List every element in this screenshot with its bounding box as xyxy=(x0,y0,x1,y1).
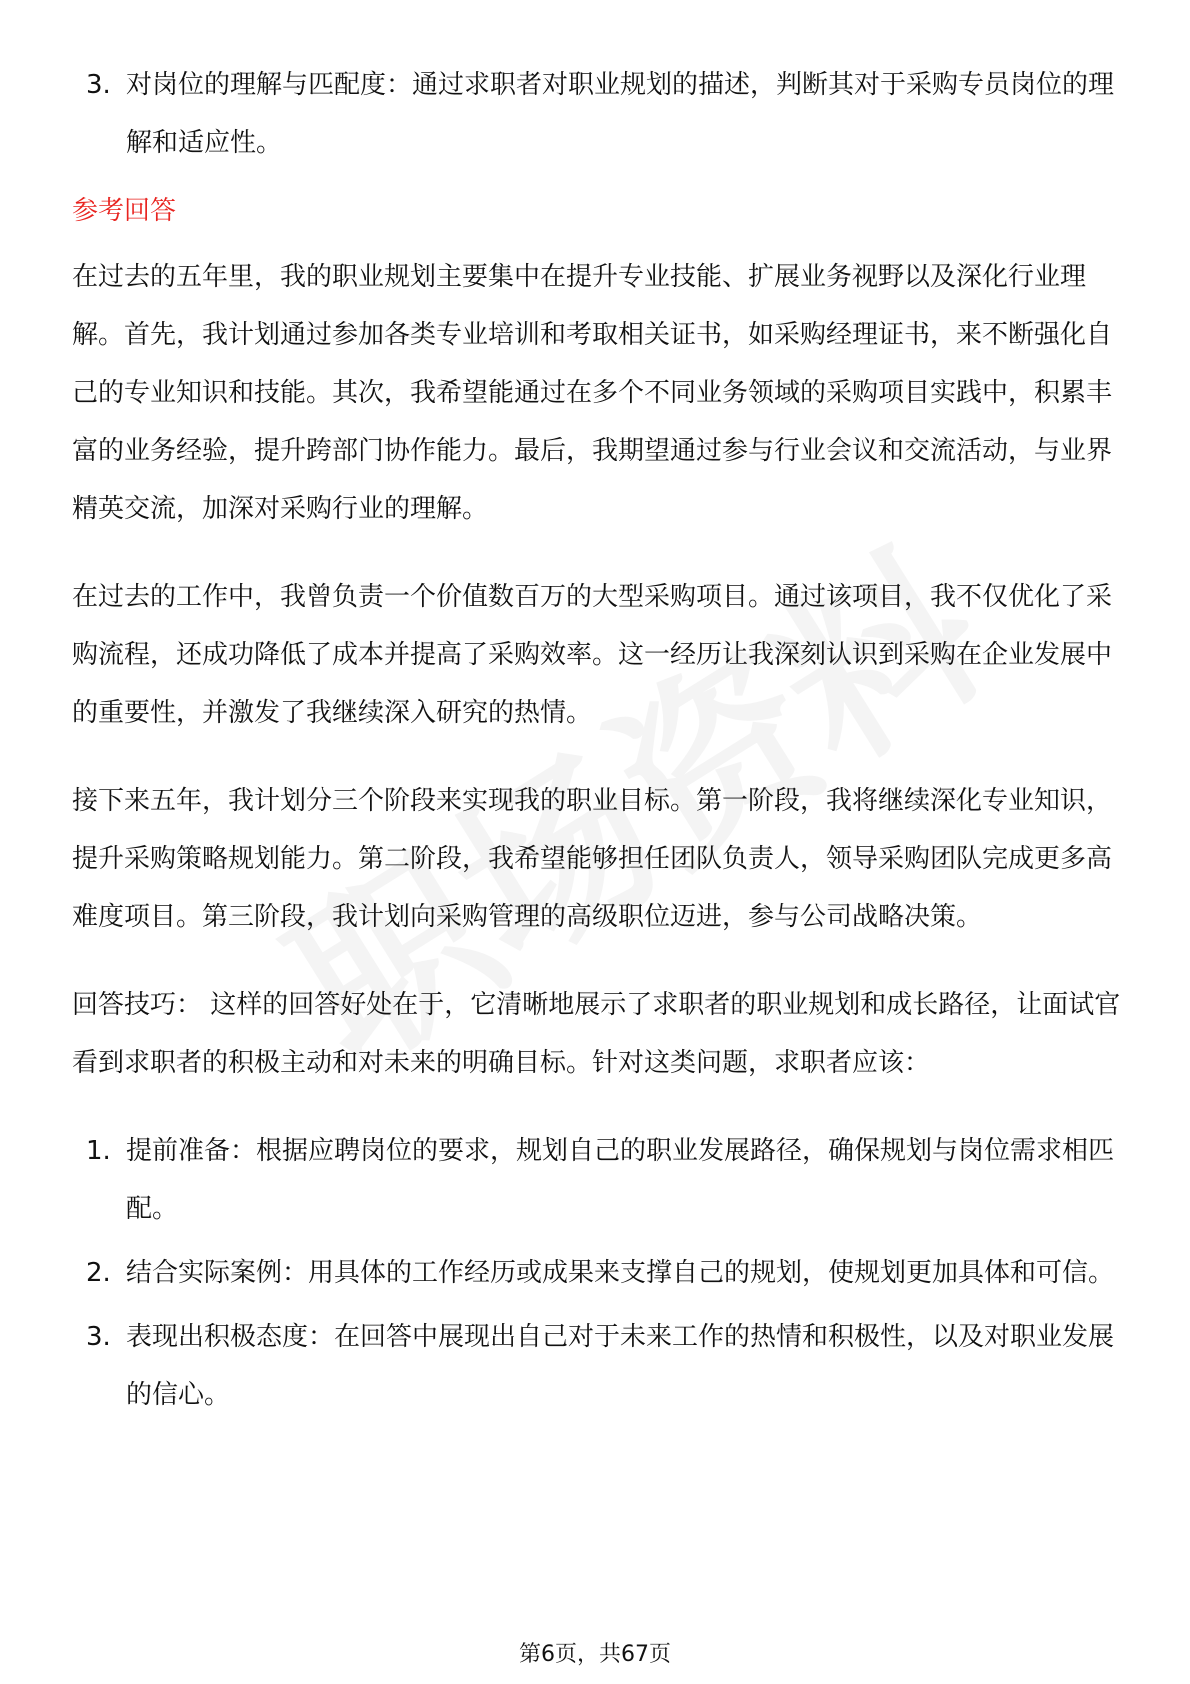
list-item-number: 1. xyxy=(86,1136,111,1166)
list-item xyxy=(72,1122,1122,1238)
list-item-text: 提前准备：根据应聘岗位的要求，规划自己的职业发展路径，确保规划与岗位需求相匹配。 xyxy=(126,1136,1115,1224)
tips-paragraph: 回答技巧： 这样的回答好处在于，它清晰地展示了求职者的职业规划和成长路径，让面试官看到求职者的积极主动和对未来的明确目标。针对这类问题，求职者应该： xyxy=(72,990,1121,1078)
list-item-text: 结合实际案例：用具体的工作经历或成果来支撑自己的规划，使规划更加具体和可信。 xyxy=(126,1258,1115,1288)
answer-paragraph: 在过去的五年里，我的职业规划主要集中在提升专业技能、扩展业务视野以及深化行业理解。首先，我计划通过参加各类专业培训和考取相关证书，如采购经理证书，来不断强化自己的专业知识和技能。其次，我希望能通过在多个不同业务领域的采购项目实践中，积累丰富的业务经验，提升跨部门协作能力。最后，我期望通过参与行业会议和交流活动，与业界精英交流，加深对采购行业的理解。 xyxy=(72,262,1113,524)
page-number: 第6页，共67页 xyxy=(519,1642,671,1667)
list-item xyxy=(72,1308,1122,1424)
list-item-number: 3. xyxy=(86,1322,111,1352)
answer-paragraph: 接下来五年，我计划分三个阶段来实现我的职业目标。第一阶段，我将继续深化专业知识，提升采购策略规划能力。第二阶段，我希望能够担任团队负责人，领导采购团队完成更多高难度项目。第三阶段，我计划向采购管理的高级职位迈进，参与公司战略决策。 xyxy=(72,786,1113,932)
page-content xyxy=(72,56,1122,1430)
list-item-number: 2. xyxy=(86,1258,111,1288)
reference-answer-heading: 参考回答 xyxy=(72,196,177,226)
list-item-text: 表现出积极态度：在回答中展现出自己对于未来工作的热情和积极性，以及对职业发展的信心。 xyxy=(126,1322,1115,1410)
list-item xyxy=(72,56,1122,172)
list-item-number: 3. xyxy=(86,70,111,100)
list-item-text: 对岗位的理解与匹配度：通过求职者对职业规划的描述，判断其对于采购专员岗位的理解和适应性。 xyxy=(126,70,1115,158)
tips-list xyxy=(72,1122,1122,1424)
list-item xyxy=(72,1244,1122,1302)
answer-paragraph: 在过去的工作中，我曾负责一个价值数百万的大型采购项目。通过该项目，我不仅优化了采购流程，还成功降低了成本并提高了采购效率。这一经历让我深刻认识到采购在企业发展中的重要性，并激发了我继续深入研究的热情。 xyxy=(72,582,1113,728)
criteria-list xyxy=(72,56,1122,172)
